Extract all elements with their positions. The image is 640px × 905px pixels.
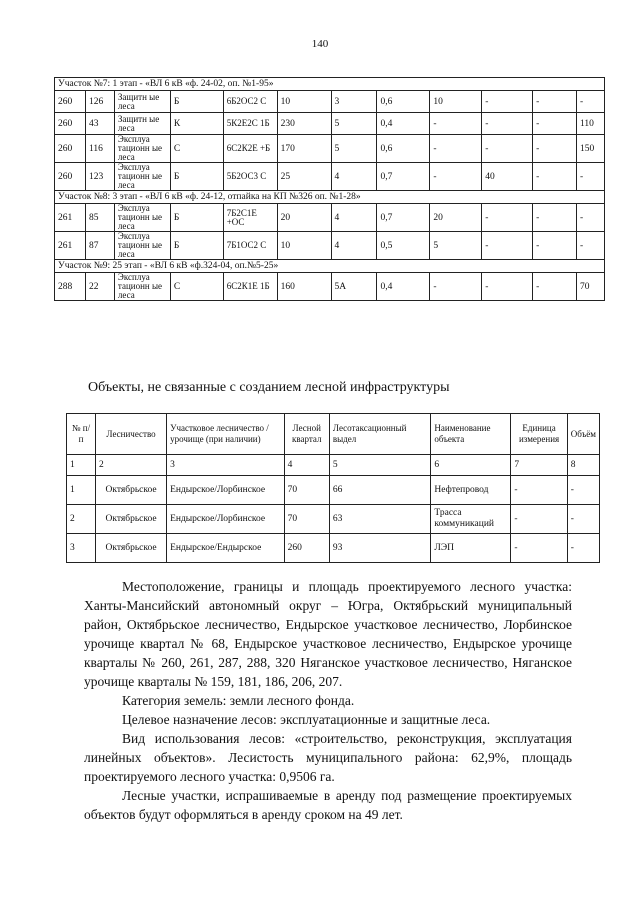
header-unit: Единица измерения [511,414,567,455]
cell-unit: - [511,534,567,563]
cell-quarter: 70 [284,505,329,534]
numbering-cell: 4 [284,455,329,476]
cell-allotment: 93 [329,534,430,563]
cell-district-forestry: Ендырское/Лорбинское [167,505,284,534]
objects-table-header-row [67,414,600,455]
cell-composition: 7Б1ОС2 С [223,232,277,260]
cell-value-d: 150 [576,135,604,163]
cell-value-d: - [576,91,604,113]
cell-age: 20 [277,204,331,232]
numbering-cell: 1 [67,455,96,476]
cell-dominant-species: К [170,113,223,135]
header-quarter: Лесной квартал [284,414,329,455]
cell-forestry: Октябрьское [96,476,167,505]
cell-object-name: Трасса коммуникаций [431,505,511,534]
cell-composition: 5Б2ОС3 С [223,163,277,191]
cell-dominant-species: Б [170,91,223,113]
plot-title: Участок №8: 3 этап - «ВЛ 6 кВ «ф. 24-12, отпайка на КП №326 оп. №1-28» [55,191,605,204]
header-num: № п/п [67,414,96,455]
cell-dominant-species: Б [170,163,223,191]
cell-value-b: - [482,273,533,301]
cell-volume: - [567,505,599,534]
cell-value-b: - [482,113,533,135]
plot-title: Участок №7: 1 этап - «ВЛ 6 кВ «ф. 24-02, оп. №1-95» [55,78,605,91]
cell-forest-category: Эксплуа тационн ые леса [114,163,170,191]
cell-unit: - [511,505,567,534]
cell-quarter: 260 [55,163,86,191]
cell-value-b: - [482,204,533,232]
table-row [55,273,605,301]
cell-bonitet: 4 [331,232,377,260]
cell-allotment: 85 [85,204,114,232]
cell-forest-category: Эксплуа тационн ые леса [114,273,170,301]
cell-allotment: 66 [329,476,430,505]
numbering-cell: 6 [431,455,511,476]
table-row [55,135,605,163]
cell-forest-category: Защитн ые леса [114,113,170,135]
usage-type-paragraph: Вид использования лесов: «строительство, реконструкция, эксплуатация линейных объектов». Лесистость муниципального района: 62,9%, площадь проектируемого лесного участка: 0,9506 га. [84,731,572,784]
cell-forest-category: Эксплуа тационн ые леса [114,232,170,260]
cell-num: 1 [67,476,96,505]
cell-value-d: - [576,204,604,232]
cell-value-b: - [482,135,533,163]
cell-value-d: - [576,163,604,191]
cell-quarter: 260 [284,534,329,563]
forest-plots-table [54,77,605,301]
cell-allotment: 22 [85,273,114,301]
cell-age: 25 [277,163,331,191]
objects-table [66,413,600,563]
table-row [55,204,605,232]
objects-table-numbering-row [67,455,600,476]
cell-value-d: 110 [576,113,604,135]
cell-density: 0,7 [377,163,430,191]
cell-age: 170 [277,135,331,163]
cell-forest-category: Эксплуа тационн ые леса [114,204,170,232]
cell-quarter: 261 [55,232,86,260]
header-volume: Объём [567,414,599,455]
cell-quarter: 260 [55,91,86,113]
cell-value-a: - [430,163,482,191]
cell-allotment: 87 [85,232,114,260]
cell-age: 160 [277,273,331,301]
cell-value-b: - [482,232,533,260]
cell-quarter: 261 [55,204,86,232]
forest-plots-table-body [55,78,605,301]
cell-composition: 7Б2С1Е +ОС [223,204,277,232]
cell-value-a: - [430,113,482,135]
document-text [84,577,572,824]
cell-value-a: 20 [430,204,482,232]
cell-object-name: Нефтепровод [431,476,511,505]
table-row [67,476,600,505]
section-heading: Объекты, не связанные с созданием лесной инфраструктуры [88,380,450,395]
cell-volume: - [567,534,599,563]
cell-value-c: - [533,204,577,232]
cell-district-forestry: Ендырское/Ендырское [167,534,284,563]
cell-quarter: 260 [55,135,86,163]
cell-composition: 5К2Е2С 1Б [223,113,277,135]
header-object-name: Наименование объекта [431,414,511,455]
numbering-cell: 3 [167,455,284,476]
cell-value-c: - [533,91,577,113]
cell-num: 2 [67,505,96,534]
cell-num: 3 [67,534,96,563]
cell-allotment: 126 [85,91,114,113]
cell-density: 0,6 [377,91,430,113]
cell-value-c: - [533,113,577,135]
table-row [55,91,605,113]
table-row [55,163,605,191]
cell-allotment: 63 [329,505,430,534]
land-category-paragraph: Категория земель: земли лесного фонда. [122,693,355,708]
cell-value-b: 40 [482,163,533,191]
table-row [67,505,600,534]
cell-value-c: - [533,232,577,260]
cell-value-c: - [533,273,577,301]
table-row [55,232,605,260]
cell-forest-category: Защитн ые леса [114,91,170,113]
lease-term-paragraph: Лесные участки, испрашиваемые в аренду под размещение проектируемых объектов будут оформляться в аренду сроком на 49 лет. [84,788,572,822]
cell-value-b: - [482,91,533,113]
plot-title-row [55,260,605,273]
cell-allotment: 123 [85,163,114,191]
cell-density: 0,5 [377,232,430,260]
cell-age: 10 [277,91,331,113]
cell-density: 0,6 [377,135,430,163]
cell-quarter: 70 [284,476,329,505]
cell-bonitet: 5А [331,273,377,301]
cell-value-d: - [576,232,604,260]
cell-dominant-species: Б [170,204,223,232]
cell-object-name: ЛЭП [431,534,511,563]
cell-volume: - [567,476,599,505]
plot-title: Участок №9: 25 этап - «ВЛ 6 кВ «ф.324-04, оп.№5-25» [55,260,605,273]
cell-value-a: - [430,135,482,163]
numbering-cell: 2 [96,455,167,476]
header-forestry: Лесничество [96,414,167,455]
cell-allotment: 43 [85,113,114,135]
cell-bonitet: 4 [331,163,377,191]
cell-bonitet: 5 [331,135,377,163]
location-paragraph: Местоположение, границы и площадь проектируемого лесного участка: Ханты-Мансийский автономный округ – Югра, Октябрьский муниципальный район, Октябрьское лесничество, Ендырское участковое лесничество, Лорбинское урочище квартал № 68, Ендырское участковое лесничество, Ендырское урочище кварталы № 260, 261, 287, 288, 320 Няганское участковое лесничество, Няганское урочище кварталы № 159, 181, 186, 206, 207. [84,579,572,689]
cell-dominant-species: Б [170,232,223,260]
cell-bonitet: 3 [331,91,377,113]
cell-value-d: 70 [576,273,604,301]
forest-purpose-paragraph: Целевое назначение лесов: эксплуатационные и защитные леса. [122,712,491,727]
cell-density: 0,7 [377,204,430,232]
cell-forestry: Октябрьское [96,534,167,563]
numbering-cell: 5 [329,455,430,476]
cell-composition: 6С2К1Е 1Б [223,273,277,301]
cell-value-a: - [430,273,482,301]
cell-bonitet: 5 [331,113,377,135]
cell-value-a: 10 [430,91,482,113]
cell-age: 10 [277,232,331,260]
cell-value-c: - [533,135,577,163]
cell-density: 0,4 [377,113,430,135]
numbering-cell: 7 [511,455,567,476]
cell-value-c: - [533,163,577,191]
table-row [55,113,605,135]
table-row [67,534,600,563]
page-number: 140 [311,38,329,50]
cell-quarter: 288 [55,273,86,301]
cell-dominant-species: С [170,135,223,163]
cell-composition: 6С2К2Е +Б [223,135,277,163]
cell-forest-category: Эксплуа тационн ые леса [114,135,170,163]
cell-forestry: Октябрьское [96,505,167,534]
cell-district-forestry: Ендырское/Лорбинское [167,476,284,505]
cell-value-a: 5 [430,232,482,260]
cell-composition: 6Б2ОС2 С [223,91,277,113]
plot-title-row [55,78,605,91]
cell-dominant-species: С [170,273,223,301]
cell-unit: - [511,476,567,505]
cell-density: 0,4 [377,273,430,301]
header-allotment: Лесотаксационный выдел [329,414,430,455]
header-district-forestry: Участковое лесничество /урочище (при наличии) [167,414,284,455]
cell-quarter: 260 [55,113,86,135]
cell-bonitet: 4 [331,204,377,232]
cell-allotment: 116 [85,135,114,163]
plot-title-row [55,191,605,204]
numbering-cell: 8 [567,455,599,476]
cell-age: 230 [277,113,331,135]
